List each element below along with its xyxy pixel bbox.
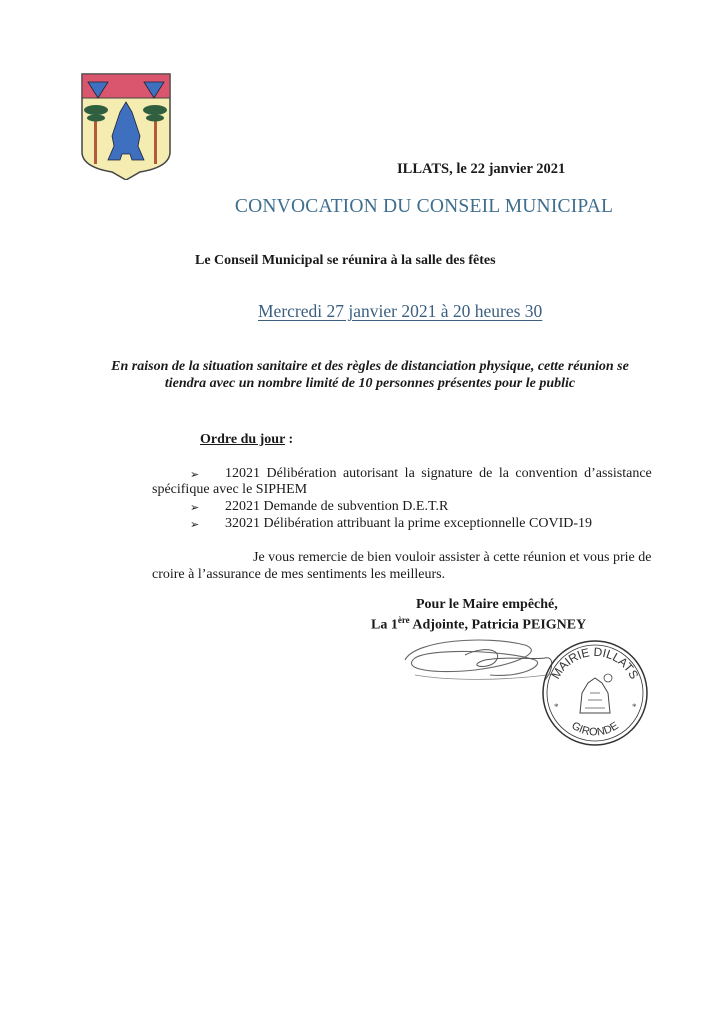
sanitary-notice: En raison de la situation sanitaire et des règles de distanciation physique, cette réunion se tiendra avec un nombre limité de 10 personnes présentes pour le public: [111, 359, 629, 391]
agenda-item-continuation: spécifique avec le SIPHEM: [152, 482, 308, 497]
agenda-heading: [200, 432, 293, 448]
signatory-prefix: La 1: [371, 617, 398, 633]
closing-line-1: Je vous remercie de bien vouloir assister à cette réunion et vous prie de: [253, 550, 652, 565]
document-title: CONVOCATION DU CONSEIL MUNICIPAL: [234, 196, 614, 217]
meeting-venue: Le Conseil Municipal se réunira à la salle des fêtes: [195, 253, 496, 268]
signatory-line-1: Pour le Maire empêché,: [416, 597, 558, 612]
closing-line-2: croire à l’assurance de mes sentiments les meilleurs.: [152, 567, 446, 582]
agenda-heading-label: Ordre du jour: [200, 432, 286, 447]
svg-text:*: *: [554, 702, 559, 712]
crest-right-tree: [143, 105, 167, 115]
agenda-item-text: 32021 Délibération attribuant la prime exceptionnelle COVID-19: [225, 516, 593, 531]
agenda-item-text: 22021 Demande de subvention D.E.T.R: [225, 499, 449, 514]
arrow-bullet-icon: ➢: [190, 469, 200, 481]
meeting-datetime: Mercredi 27 janvier 2021 à 20 heures 30: [258, 301, 543, 321]
arrow-bullet-icon: ➢: [190, 502, 200, 514]
agenda-heading-colon: :: [285, 432, 294, 447]
signatory-superscript: ère: [397, 615, 410, 625]
agenda-item-text: 12021 Délibération autorisant la signature de la convention d’assistance: [225, 466, 652, 481]
crest-left-tree: [84, 105, 108, 115]
signatory-name: Adjointe, Patricia PEIGNEY: [409, 617, 587, 633]
arrow-bullet-icon: ➢: [190, 519, 200, 531]
official-stamp-icon: [540, 638, 650, 748]
stamp-top-text: MAIRIE DILLATS: [548, 644, 642, 682]
coat-of-arms-icon: [80, 72, 172, 180]
place-date: ILLATS, le 22 janvier 2021: [397, 161, 566, 177]
stamp-bottom-text: GIRONDE: [569, 719, 621, 739]
svg-text:*: *: [632, 702, 637, 712]
